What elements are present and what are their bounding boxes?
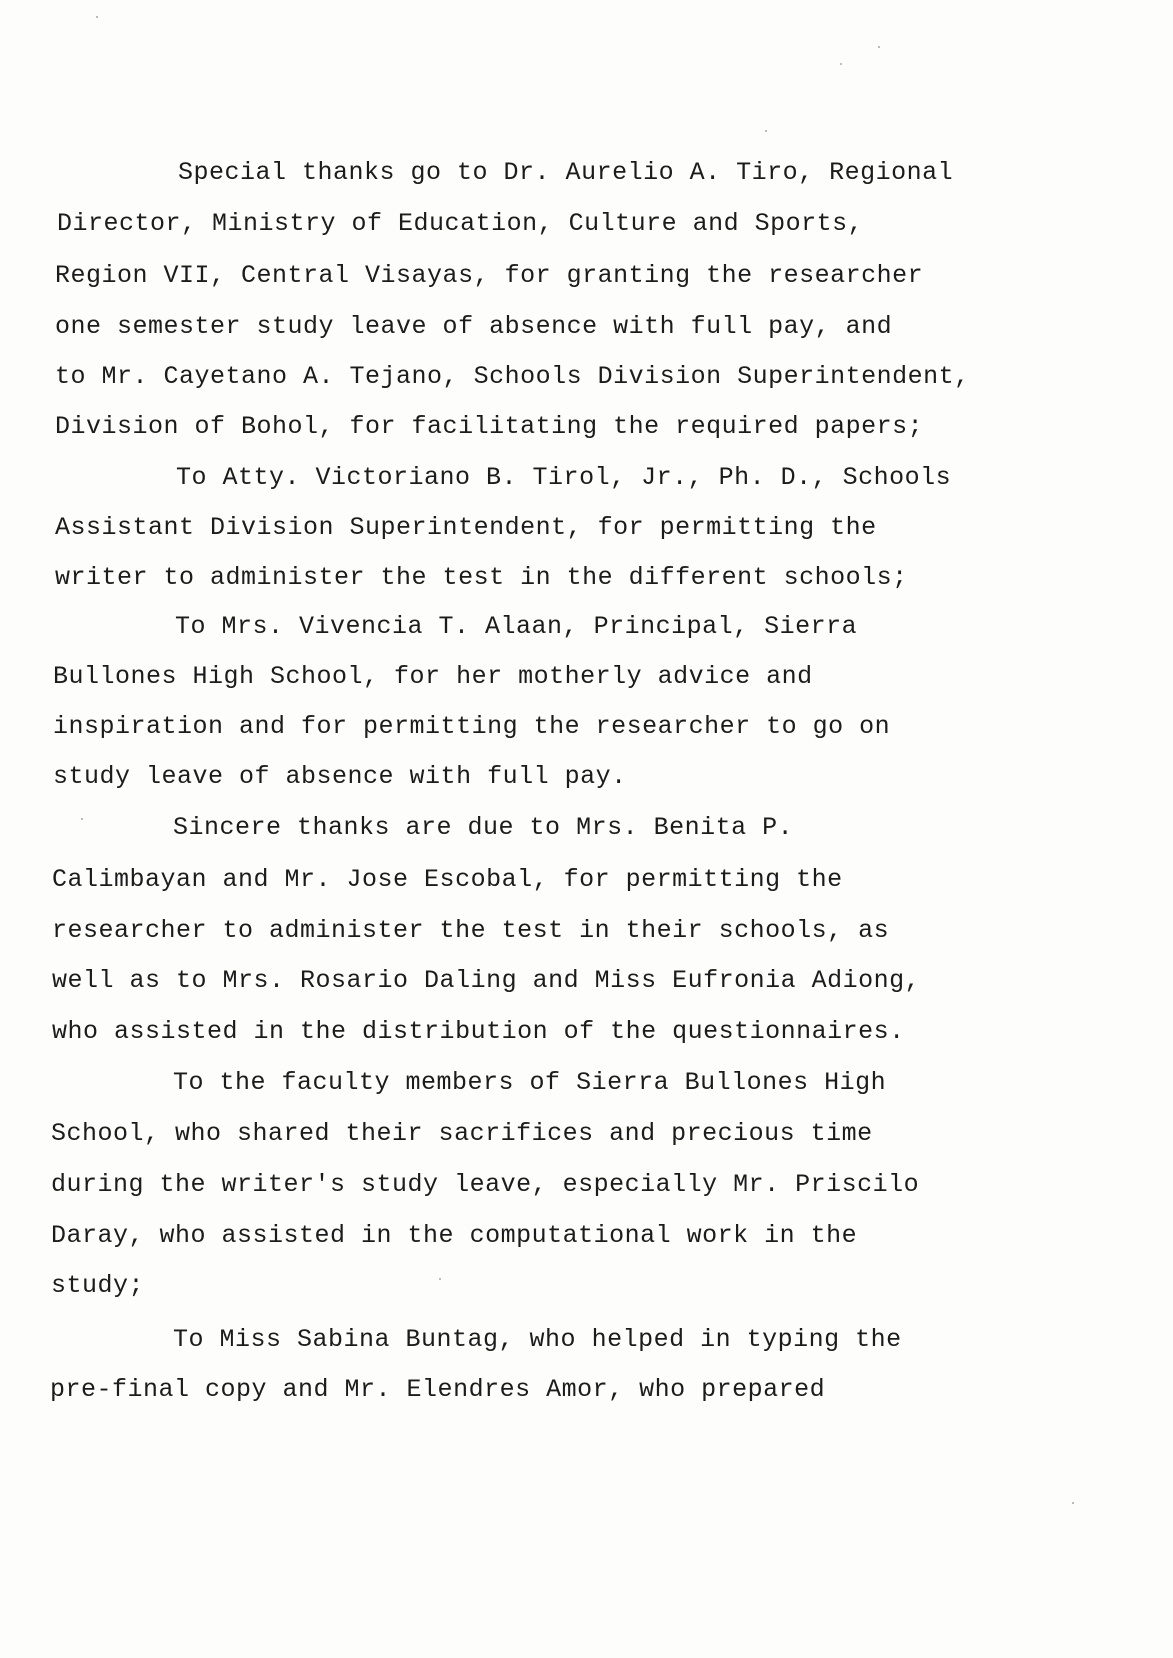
text-line: Daray, who assisted in the computational work in the bbox=[51, 1221, 858, 1250]
text-line: one semester study leave of absence with full pay, and bbox=[55, 312, 893, 341]
scan-speck bbox=[96, 16, 98, 18]
text-line: To the faculty members of Sierra Bullones High bbox=[173, 1068, 887, 1097]
text-line: Assistant Division Superintendent, for permitting the bbox=[55, 513, 877, 542]
text-line: Director, Ministry of Education, Culture and Sports, bbox=[57, 209, 864, 238]
text-line: study; bbox=[51, 1271, 145, 1300]
text-line: To Miss Sabina Buntag, who helped in typing the bbox=[173, 1325, 902, 1354]
scan-speck bbox=[81, 818, 83, 820]
scan-speck bbox=[840, 63, 842, 65]
text-line: writer to administer the test in the different schools; bbox=[55, 563, 908, 592]
text-line: Region VII, Central Visayas, for granting the researcher bbox=[55, 261, 924, 290]
text-line: researcher to administer the test in their schools, as bbox=[52, 916, 890, 945]
text-line: School, who shared their sacrifices and precious time bbox=[51, 1119, 873, 1148]
text-line: To Mrs. Vivencia T. Alaan, Principal, Sierra bbox=[175, 612, 858, 641]
text-line: pre-final copy and Mr. Elendres Amor, who prepared bbox=[50, 1375, 826, 1404]
text-line: inspiration and for permitting the researcher to go on bbox=[53, 712, 891, 741]
text-line: during the writer's study leave, especially Mr. Priscilo bbox=[51, 1170, 920, 1199]
text-line: who assisted in the distribution of the questionnaires. bbox=[52, 1017, 905, 1046]
text-line: well as to Mrs. Rosario Daling and Miss Eufronia Adiong, bbox=[52, 966, 921, 995]
scan-speck bbox=[1072, 1502, 1074, 1504]
text-line: To Atty. Victoriano B. Tirol, Jr., Ph. D., Schools bbox=[176, 463, 952, 492]
scan-speck bbox=[878, 46, 880, 48]
text-line: Division of Bohol, for facilitating the required papers; bbox=[55, 412, 924, 441]
text-line: Special thanks go to Dr. Aurelio A. Tiro, Regional bbox=[178, 158, 954, 187]
text-line: to Mr. Cayetano A. Tejano, Schools Division Superintendent, bbox=[55, 362, 970, 391]
scan-speck bbox=[765, 130, 767, 132]
scan-speck bbox=[439, 1278, 441, 1280]
text-line: Bullones High School, for her motherly advice and bbox=[53, 662, 813, 691]
text-line: study leave of absence with full pay. bbox=[53, 762, 627, 791]
text-line: Sincere thanks are due to Mrs. Benita P. bbox=[173, 813, 794, 842]
text-line: Calimbayan and Mr. Jose Escobal, for permitting the bbox=[52, 865, 843, 894]
